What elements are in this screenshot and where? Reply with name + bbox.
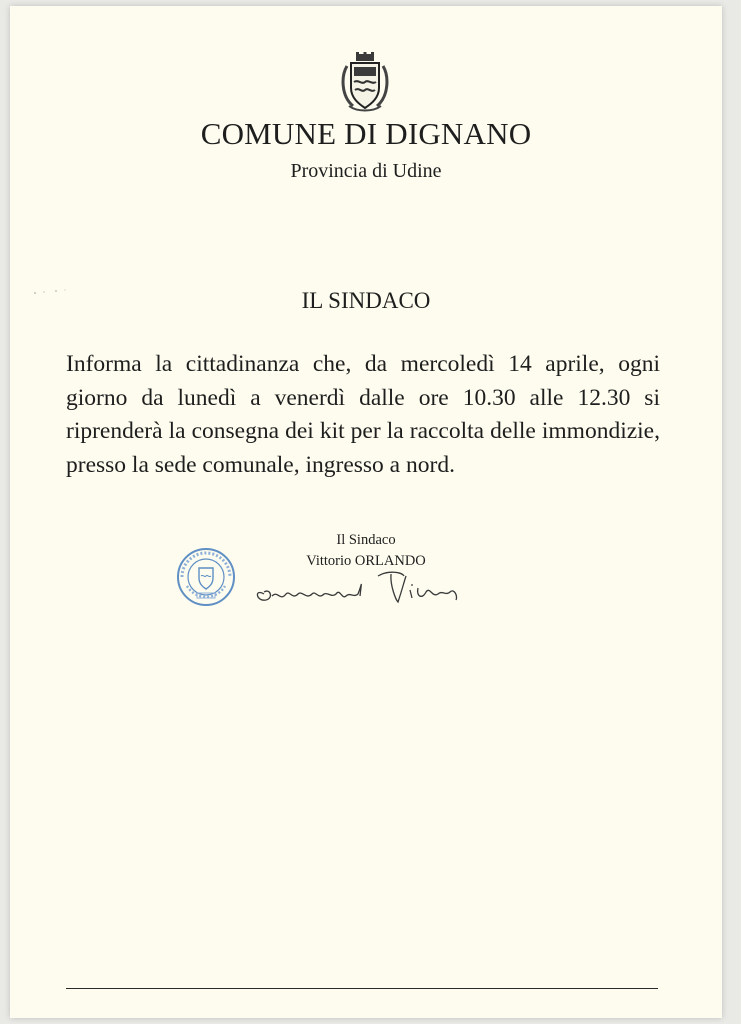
document-page [10,6,722,1018]
signatory-role: Il Sindaco [336,532,396,548]
province-subtitle: Provincia di Udine [290,160,442,182]
handwritten-signature [246,566,476,612]
official-stamp-icon [175,546,237,608]
signatory-name: Vittorio ORLANDO [306,553,426,569]
municipality-title: COMUNE DI DIGNANO [200,116,532,151]
footer-divider [66,988,658,989]
notice-body: Informa la cittadinanza che, da mercoledì 14 aprile, ogni giorno da lunedì a venerdì dalle ore 10.30 alle 12.30 si riprenderà la consegna dei kit per la raccolta delle immondizie, presso la sede comunale, ingresso a nord. [66,351,660,478]
notice-heading: IL SINDACO [301,288,431,313]
municipal-coat-of-arms-icon [341,52,389,112]
